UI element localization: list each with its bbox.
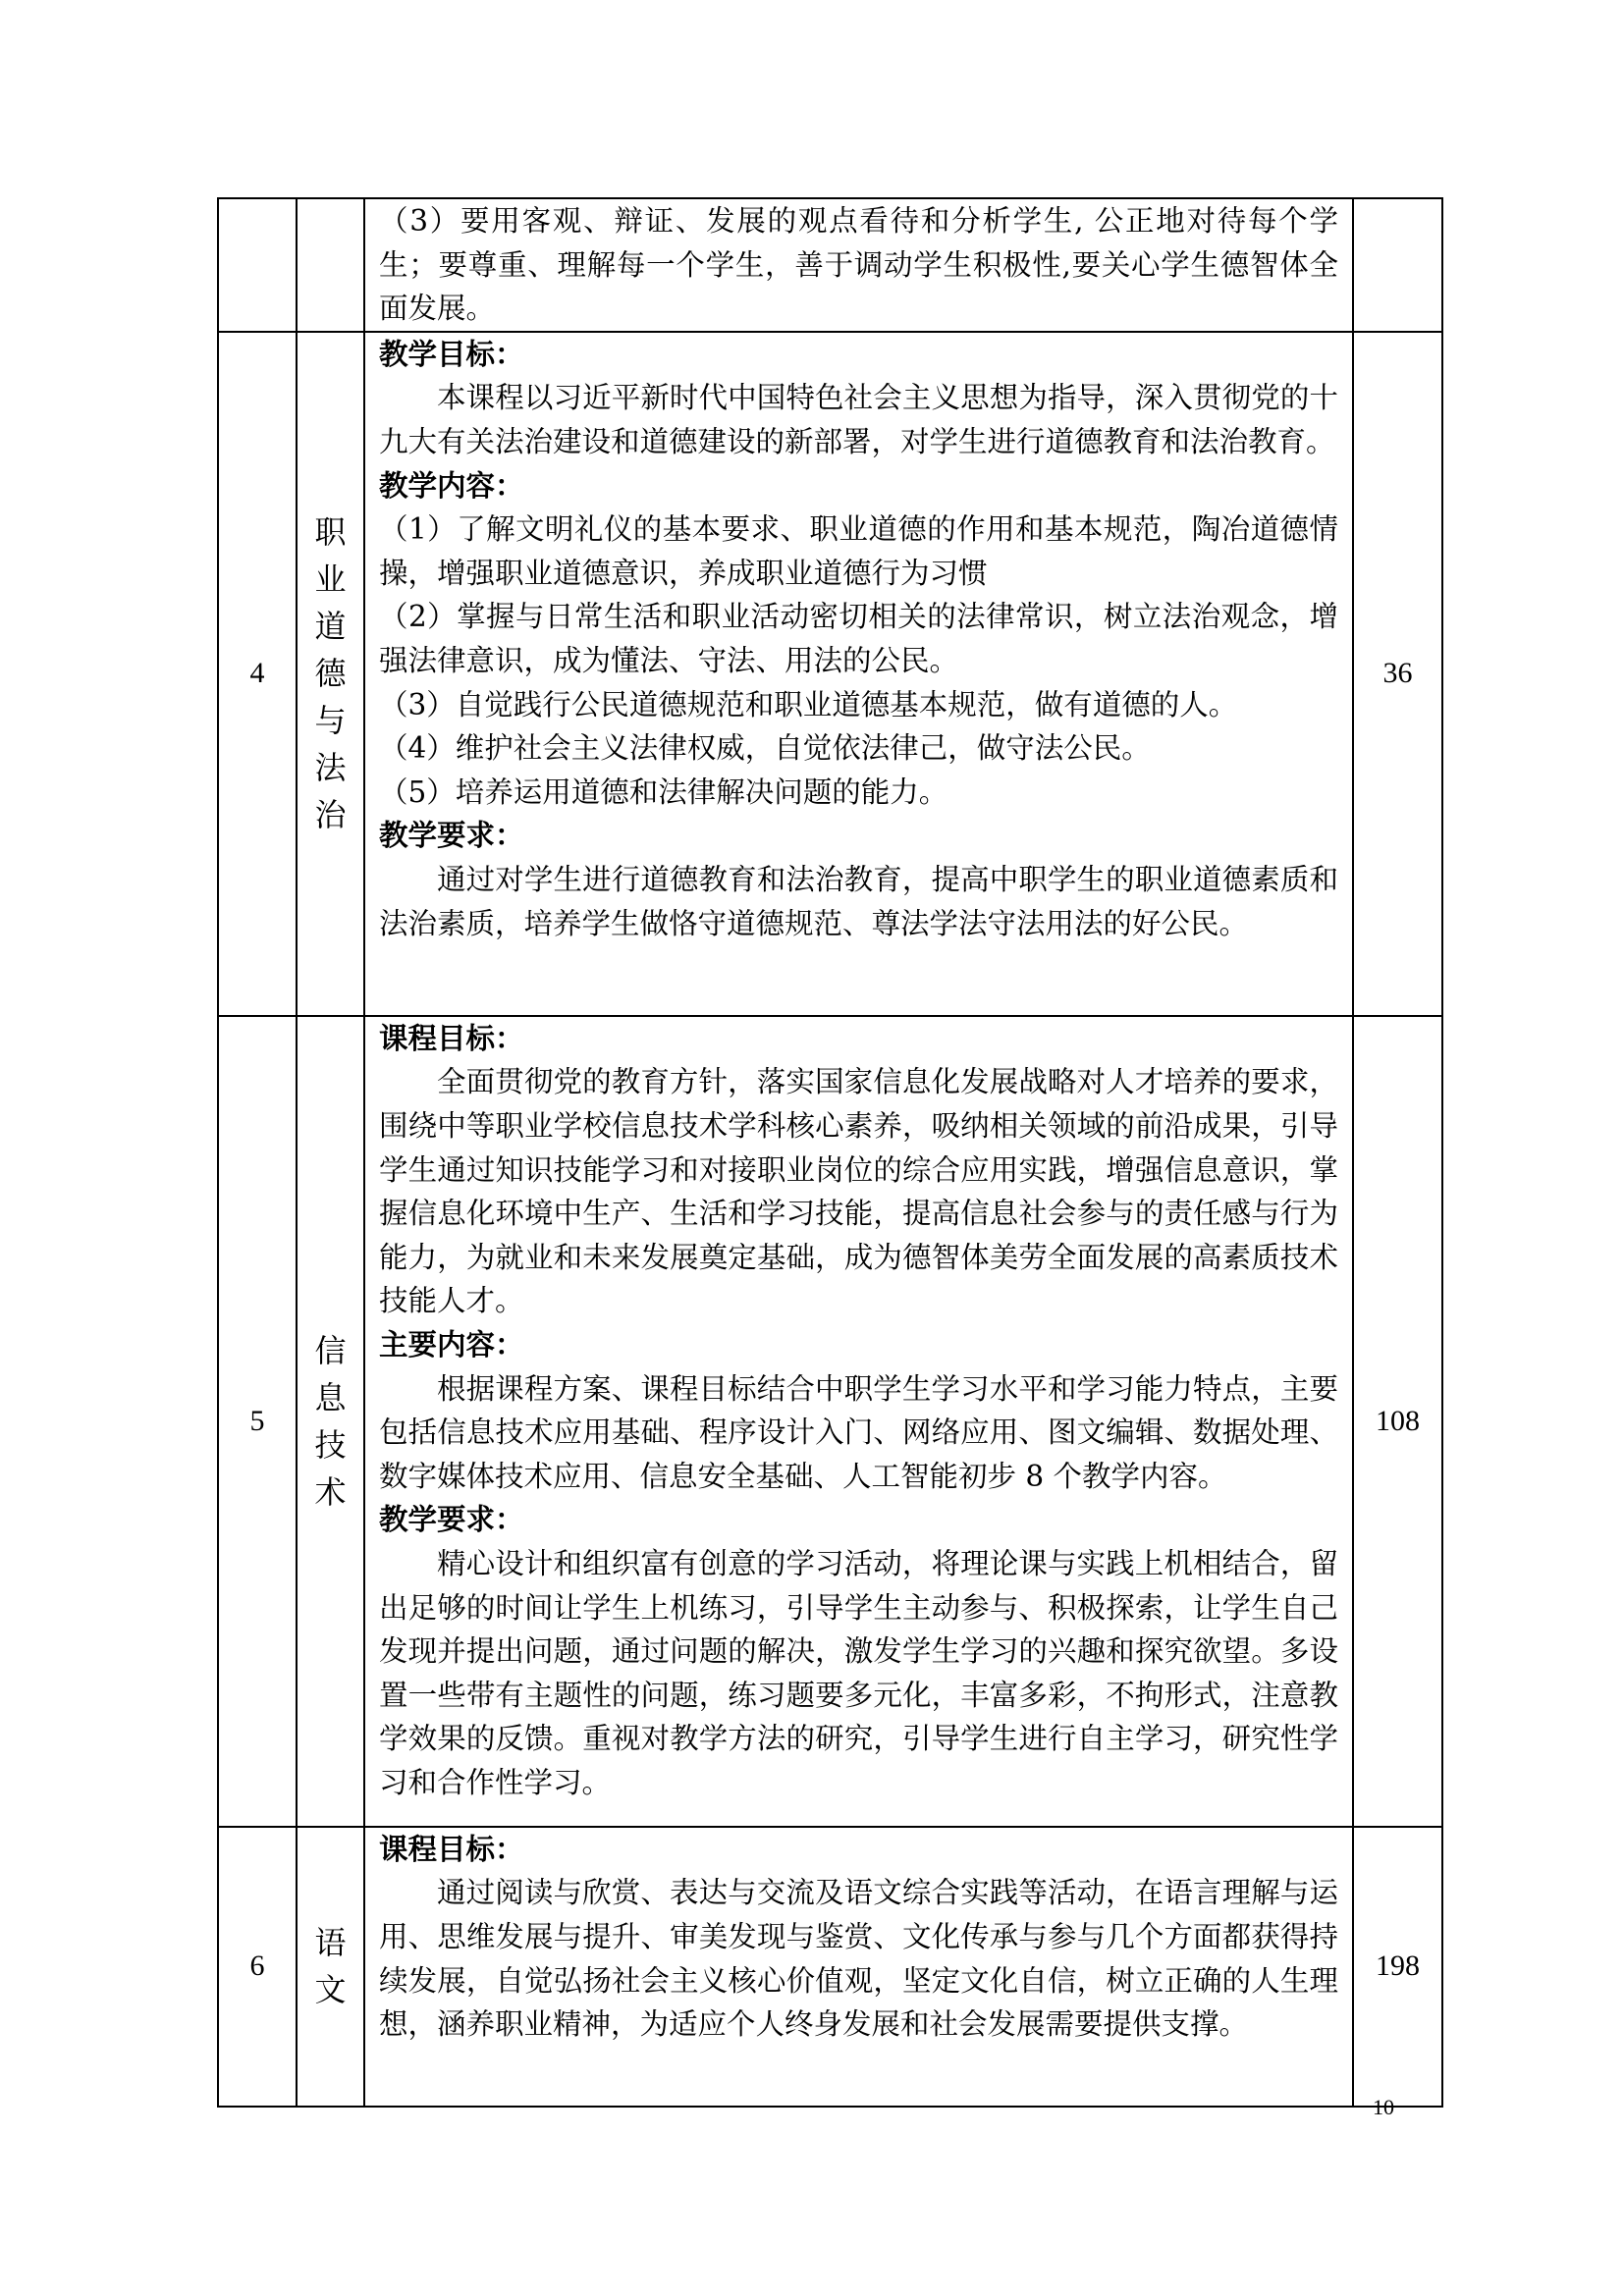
course-row — [218, 1016, 1442, 1827]
section-heading: 课程目标： — [379, 1020, 524, 1055]
course-name-char: 业 — [314, 561, 347, 599]
course-name-char: 信 — [314, 1331, 347, 1369]
course-index: 6 — [218, 1827, 297, 2107]
course-description — [364, 332, 1353, 1016]
course-row — [218, 1827, 1442, 2107]
course-name-char: 法 — [314, 749, 347, 787]
course-description — [364, 1016, 1353, 1827]
section-heading: 主要内容： — [379, 1326, 524, 1362]
course-index — [218, 198, 297, 332]
course-name — [297, 1827, 364, 2107]
course-name-char: 术 — [314, 1472, 347, 1511]
course-row — [218, 332, 1442, 1016]
course-hours — [1353, 198, 1442, 332]
course-table-body — [218, 198, 1442, 2107]
course-index: 4 — [218, 332, 297, 1016]
course-name-char: 与 — [314, 702, 347, 740]
paragraph: （4）维护社会主义法律权威，自觉依法律己，做守法公民。 — [379, 731, 1151, 766]
paragraph: 通过对学生进行道德教育和法治教育，提高中职学生的职业道德素质和法治素质，培养学生做恪守道德规范、尊法学法守法用法的好公民。 — [379, 862, 1338, 940]
course-hours: 108 — [1353, 1016, 1442, 1827]
course-description — [364, 198, 1353, 332]
page-number: 10 — [1373, 2095, 1394, 2119]
course-name-char: 治 — [314, 796, 347, 834]
section-heading: 课程目标： — [379, 1831, 524, 1866]
course-description — [364, 1827, 1353, 2107]
course-name — [297, 332, 364, 1016]
paragraph: （1）了解文明礼仪的基本要求、职业道德的作用和基本规范，陶冶道德情操，增强职业道德意识，养成职业道德行为习惯 — [379, 512, 1338, 590]
course-index: 5 — [218, 1016, 297, 1827]
paragraph: 本课程以习近平新时代中国特色社会主义思想为指导，深入贯彻党的十九大有关法治建设和道德建设的新部署，对学生进行道德教育和法治教育。 — [379, 381, 1338, 458]
course-name-char: 语 — [314, 1924, 347, 1962]
paragraph: 全面贯彻党的教育方针，落实国家信息化发展战略对人才培养的要求，围绕中等职业学校信息技术学科核心素养，吸纳相关领域的前沿成果，引导学生通过知识技能学习和对接职业岗位的综合应用实践，增强信息意识，掌握信息化环境中生产、生活和学习技能，提高信息社会参与的责任感与行为能力，为就业和未来发展奠定基础，成为德智体美劳全面发展的高素质技术技能人才。 — [379, 1065, 1338, 1318]
course-name — [297, 198, 364, 332]
course-table — [217, 197, 1443, 2108]
course-name-char: 文 — [314, 1971, 347, 2009]
course-name — [297, 1016, 364, 1827]
paragraph: 根据课程方案、课程目标结合中职学生学习水平和学习能力特点，主要包括信息技术应用基础、程序设计入门、网络应用、图文编辑、数据处理、数字媒体技术应用、信息安全基础、人工智能初步 8 个教学内容。 — [379, 1371, 1338, 1493]
section-heading: 教学要求： — [379, 1502, 524, 1537]
course-hours: 198 — [1353, 1827, 1442, 2107]
paragraph: （2）掌握与日常生活和职业活动密切相关的法律常识，树立法治观念，增强法律意识，成为懂法、守法、用法的公民。 — [379, 600, 1338, 677]
section-heading: 教学目标： — [379, 336, 524, 371]
section-heading: 教学要求： — [379, 818, 524, 853]
course-hours: 36 — [1353, 332, 1442, 1016]
course-row — [218, 198, 1442, 332]
course-name-char: 技 — [314, 1425, 347, 1464]
paragraph: （3）要用客观、辩证、发展的观点看待和分析学生, 公正地对待每个学生；要尊重、理解每一个学生，善于调动学生积极性,要关心学生德智体全面发展。 — [379, 204, 1338, 326]
paragraph: 通过阅读与欣赏、表达与交流及语文综合实践等活动，在语言理解与运用、思维发展与提升、审美发现与鉴赏、文化传承与参与几个方面都获得持续发展，自觉弘扬社会主义核心价值观，坚定文化自信，树立正确的人生理想，涵养职业精神，为适应个人终身发展和社会发展需要提供支撑。 — [379, 1876, 1338, 2042]
course-name-char: 德 — [314, 655, 347, 693]
course-name-char: 道 — [314, 608, 347, 646]
course-name-char: 息 — [314, 1378, 347, 1416]
paragraph: 精心设计和组织富有创意的学习活动，将理论课与实践上机相结合，留出足够的时间让学生上机练习，引导学生主动参与、积极探索，让学生自己发现并提出问题，通过问题的解决，激发学生学习的兴趣和探究欲望。多设置一些带有主题性的问题，练习题要多元化，丰富多彩，不拘形式，注意教学效果的反馈。重视对教学方法的研究，引导学生进行自主学习，研究性学习和合作性学习。 — [379, 1546, 1338, 1799]
paragraph: （5）培养运用道德和法律解决问题的能力。 — [379, 774, 948, 809]
paragraph: （3）自觉践行公民道德规范和职业道德基本规范，做有道德的人。 — [379, 687, 1238, 721]
section-heading: 教学内容： — [379, 467, 524, 503]
course-name-char: 职 — [314, 513, 347, 552]
